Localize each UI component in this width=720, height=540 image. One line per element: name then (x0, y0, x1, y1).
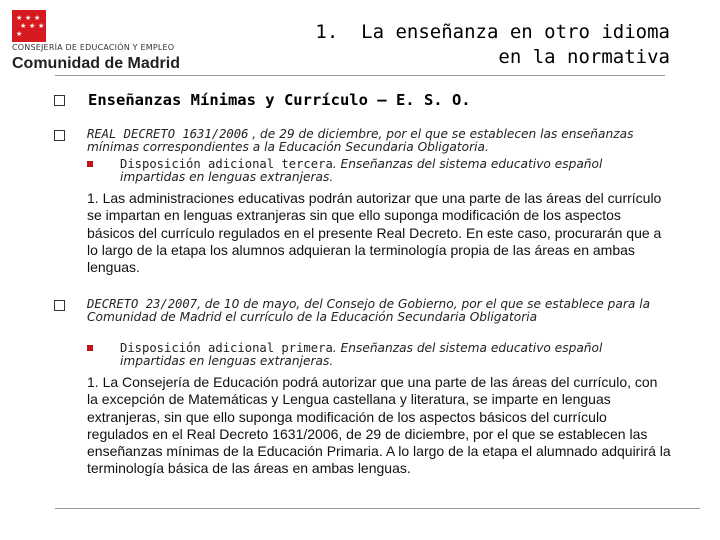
top-divider (55, 75, 665, 76)
decree-description: , de 29 de diciembre, por el que se establecen las enseñanzas mínimas correspondientes a la Educación Secundaria Obligatoria. (87, 127, 634, 154)
madrid-flag-icon: ★ ★ ★ ★ ★ ★ ★ (12, 10, 46, 42)
decree-reference (87, 128, 682, 154)
decree-paragraph: 1. Las administraciones educativas podrán autorizar que una parte de las áreas del currículo se impartan en lenguas extranjeras sin que ello suponga modificación de los aspectos básicos del currículo regulados en el presente Real Decreto. En este caso, procurarán que a lo largo de la etapa los alumnos adquieran la terminología propia de las áreas en ambas lenguas. (87, 190, 662, 276)
hollow-square-bullet-icon (54, 95, 65, 106)
hollow-square-bullet-icon (54, 130, 65, 141)
decree-code: DECRETO 23/2007 (87, 297, 198, 311)
slide-title-line2: en la normativa (498, 46, 670, 68)
hollow-square-bullet-icon (54, 300, 65, 311)
disposition-label: Disposición adicional primera (120, 341, 333, 355)
red-square-bullet-icon (87, 345, 93, 351)
section-heading: Enseñanzas Mínimas y Currículo – E. S. O. (88, 91, 471, 109)
decree-paragraph: 1. La Consejería de Educación podrá autorizar que una parte de las áreas del currículo, con la excepción de Matemáticas y Lengua castellana y literatura, se imparte en lenguas extranjeras, sin que ello suponga modificación de los aspectos básicos del currículo regulados en el Real Decreto 1631/2006, de 29 de diciembre, por el que se establecen las enseñanzas mínimas de la Educación Primaria. A lo largo de la etapa el alumnado adquirirá la terminología básica de las áreas en ambas lenguas. (87, 374, 671, 477)
decree-description: , de 10 de mayo, del Consejo de Gobierno, por el que se establece para la Comunidad de Madrid el currículo de la Educación Secundaria Obligatoria (87, 297, 651, 324)
disposition-text: . Enseñanzas del sistema educativo español impartidas en lenguas extranjeras. (120, 341, 603, 368)
bottom-divider (55, 508, 700, 509)
decree-reference (87, 298, 682, 324)
organization-name: Comunidad de Madrid (12, 55, 180, 72)
comunidad-de-madrid-logo (12, 10, 227, 72)
decree-code: REAL DECRETO 1631/2006 (87, 127, 249, 141)
disposition-text: . Enseñanzas del sistema educativo español impartidas en lenguas extranjeras. (120, 157, 603, 184)
department-name: CONSEJERÍA DE EDUCACIÓN Y EMPLEO (12, 43, 175, 52)
disposition-label: Disposición adicional tercera (120, 157, 333, 171)
slide-title-line1: 1. La enseñanza en otro idioma (315, 21, 670, 43)
slide-title (250, 20, 670, 70)
red-square-bullet-icon (87, 161, 93, 167)
